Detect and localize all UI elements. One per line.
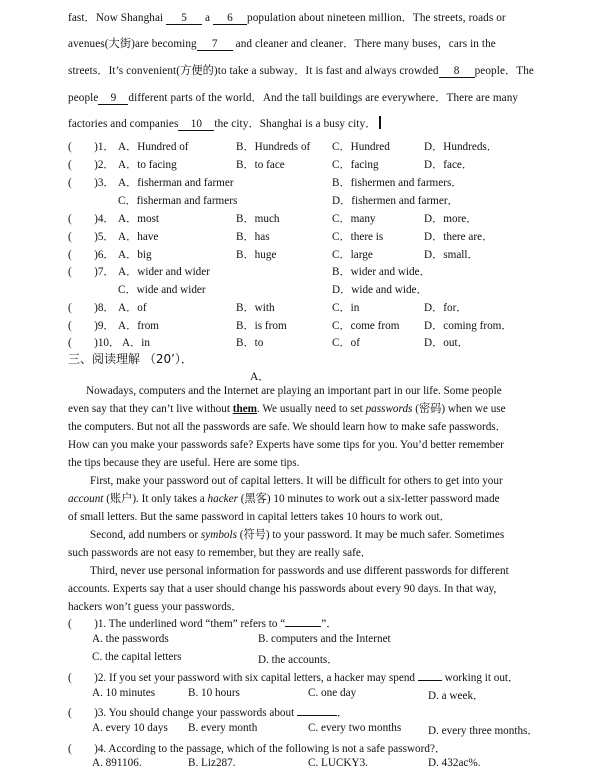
option-a: A. every 10 days	[92, 722, 168, 734]
option-d: D．for．	[424, 302, 468, 314]
passage-line: of small letters. But the same password in capital letters takes 10 hours to work out．	[68, 511, 451, 523]
option-a: A. 10 minutes	[92, 687, 156, 699]
option-d: D．there are．	[424, 231, 494, 243]
question-number: ( )8．	[68, 302, 115, 314]
cloze-text: factories and companies	[68, 118, 179, 130]
option-d: D. a week．	[428, 690, 485, 702]
blank-5: 5	[166, 12, 202, 25]
cloze-line-1	[68, 9, 506, 25]
answer-blank	[418, 680, 442, 681]
blank-7: 7	[197, 38, 233, 51]
passage-line: Third, never use personal information for passwords and use different passwords for different	[90, 565, 509, 577]
option-c: C．many	[332, 213, 376, 225]
cloze-text: different parts of the world．And the tall buildings are everywhere．There are many	[128, 92, 519, 104]
question-number: ( )4．	[68, 213, 115, 225]
cloze-text: people．The	[474, 65, 534, 77]
question-number: ( )1．	[68, 141, 115, 153]
option-b: B．to	[236, 337, 264, 349]
option-b: B．fishermen and farmers．	[332, 177, 463, 189]
option-c: C．wide and wider	[118, 284, 206, 296]
stem-text: ”．	[321, 618, 338, 630]
option-c: C．there is	[332, 231, 384, 243]
option-a: A．most	[118, 213, 160, 225]
option-a: A．to facing	[118, 159, 177, 171]
option-d: D．fishermen and farmer．	[332, 195, 459, 207]
option-c: C. the capital letters	[92, 651, 182, 663]
passage-line: How can you make your passwords safe? Experts have some tips for you. You’d better remember	[68, 439, 504, 451]
passage-text: (账户). It only takes a	[106, 493, 205, 505]
passage-line: such passwords are not easy to remember, but they are really safe．	[68, 547, 372, 559]
blank-8: 8	[439, 65, 475, 78]
stem-text: ( )2. If you set your password with six capital letters, a hacker may spend	[68, 672, 416, 684]
question-number: ( )2．	[68, 159, 115, 171]
option-b: B. computers and the Internet	[258, 633, 391, 645]
blank-6: 6	[213, 12, 247, 25]
passage-text: (符号) to your password. It may be much safer. Sometimes	[239, 529, 505, 541]
question-number: ( )9．	[68, 320, 115, 332]
option-c: C．fisherman and farmers	[118, 195, 238, 207]
answer-blank	[285, 626, 321, 627]
section-header: 三、阅读理解 （20’）．	[68, 352, 193, 366]
cloze-text: a	[205, 12, 211, 24]
blank-9: 9	[98, 92, 128, 105]
option-a: A．fisherman and farmer	[118, 177, 234, 189]
question-number: ( )5．	[68, 231, 115, 243]
option-c: C. LUCKY3.	[308, 757, 368, 769]
option-c: C．large	[332, 249, 373, 261]
question-stem	[68, 615, 337, 631]
option-d: D．face．	[424, 159, 474, 171]
blank-10: 10	[178, 118, 214, 131]
cloze-line-5	[68, 115, 381, 131]
option-a: A. 891106.	[92, 757, 142, 769]
option-b: B．huge	[236, 249, 277, 261]
option-d: D．coming from．	[424, 320, 513, 332]
option-b: B．to face	[236, 159, 285, 171]
question-number: ( )10．	[68, 337, 121, 349]
option-c: C．facing	[332, 159, 379, 171]
option-a: A. the passwords	[92, 633, 169, 645]
passage-label: A．	[250, 371, 270, 383]
option-a: A．wider and wider	[118, 266, 210, 278]
cloze-text: and cleaner and cleaner．There many buses，cars in the	[235, 38, 496, 50]
cloze-text: the city．Shanghai is a busy city．	[214, 118, 377, 130]
option-b: B．has	[236, 231, 270, 243]
stem-text: working it out．	[444, 672, 520, 684]
option-b: B．is from	[236, 320, 287, 332]
option-c: C．Hundred	[332, 141, 390, 153]
passage-line: the computers. But not all the passwords are safe. We should learn how to make safe passwords．	[68, 421, 507, 433]
cloze-line-4	[68, 89, 518, 105]
option-d: D．small．	[424, 249, 479, 261]
option-c: C．come from	[332, 320, 400, 332]
option-a: A．in	[122, 337, 150, 349]
option-d: D．more．	[424, 213, 478, 225]
option-b: B. every month	[188, 722, 258, 734]
underlined-word-them: them	[232, 403, 257, 415]
answer-blank	[297, 715, 337, 716]
reading-passage	[68, 382, 544, 616]
passage-text: . We usually need to set	[257, 403, 363, 415]
italic-word: passwords	[365, 403, 413, 415]
passage-text: even say that they can’t live without	[68, 403, 230, 415]
stem-text: ( )3. You should change your passwords about	[68, 707, 295, 719]
option-a: A．big	[118, 249, 152, 261]
option-a: A．have	[118, 231, 159, 243]
option-b: B. 10 hours	[188, 687, 240, 699]
option-d: D．Hundreds．	[424, 141, 498, 153]
passage-line: the tips because they are useful. Here are some tips.	[68, 457, 300, 469]
passage-line	[68, 526, 544, 544]
question-number: ( )6．	[68, 249, 115, 261]
italic-word: account	[68, 493, 104, 505]
stem-text: ( )1. The underlined word “them” refers to “	[68, 618, 286, 630]
passage-line: accounts. Experts say that a user should change his passwords about every 90 days. In that way,	[68, 583, 497, 595]
option-d: D．out．	[424, 337, 469, 349]
cloze-text: streets．It’s convenient(方便的)to take a subway．It is fast and always crowded	[68, 65, 439, 77]
option-c: C．in	[332, 302, 360, 314]
option-b: B．wider and wide．	[332, 266, 431, 278]
passage-line	[68, 400, 544, 418]
option-a: A．from	[118, 320, 160, 332]
question-stem	[68, 704, 348, 720]
italic-word: symbols	[200, 529, 237, 541]
option-a: A．of	[118, 302, 147, 314]
cloze-text: fast．Now Shanghai	[68, 12, 164, 24]
italic-word: hacker	[207, 493, 238, 505]
option-c: C．of	[332, 337, 360, 349]
passage-line: hackers won’t guess your passwords．	[68, 601, 243, 613]
cloze-line-2	[68, 35, 496, 51]
text-cursor	[379, 116, 381, 129]
passage-line: Nowadays, computers and the Internet are playing an important part in our life. Some people	[86, 385, 502, 397]
option-d: D. the accounts．	[258, 654, 339, 666]
option-b: B．Hundreds of	[236, 141, 311, 153]
question-number: ( )7．	[68, 266, 115, 278]
passage-line: First, make your password out of capital letters. It will be difficult for others to get into your	[90, 475, 503, 487]
option-c: C. one day	[308, 687, 357, 699]
passage-line	[68, 490, 544, 508]
option-d: D. every three months．	[428, 725, 539, 737]
stem-text: ．	[337, 707, 349, 719]
option-a: A．Hundred of	[118, 141, 189, 153]
question-stem	[68, 669, 519, 685]
option-c: C. every two months	[308, 722, 402, 734]
option-b: B．with	[236, 302, 275, 314]
question-number: ( )3．	[68, 177, 115, 189]
cloze-text: people	[68, 92, 99, 104]
cloze-line-3	[68, 62, 534, 78]
option-d: D. 432ac%.	[428, 757, 481, 769]
passage-text: Second, add numbers or	[90, 529, 199, 541]
option-b: B．much	[236, 213, 280, 225]
option-b: B. Liz287.	[188, 757, 236, 769]
question-stem: ( )4. According to the passage, which of the following is not a safe password?．	[68, 743, 447, 755]
passage-text: (黑客) 10 minutes to work out a six-letter password made	[240, 493, 500, 505]
cloze-text: population about nineteen million．The streets, roads or	[247, 12, 506, 24]
passage-text: (密码) when we use	[415, 403, 506, 415]
cloze-text: avenues(大街)are becoming	[68, 38, 197, 50]
option-d: D．wide and wide．	[332, 284, 428, 296]
